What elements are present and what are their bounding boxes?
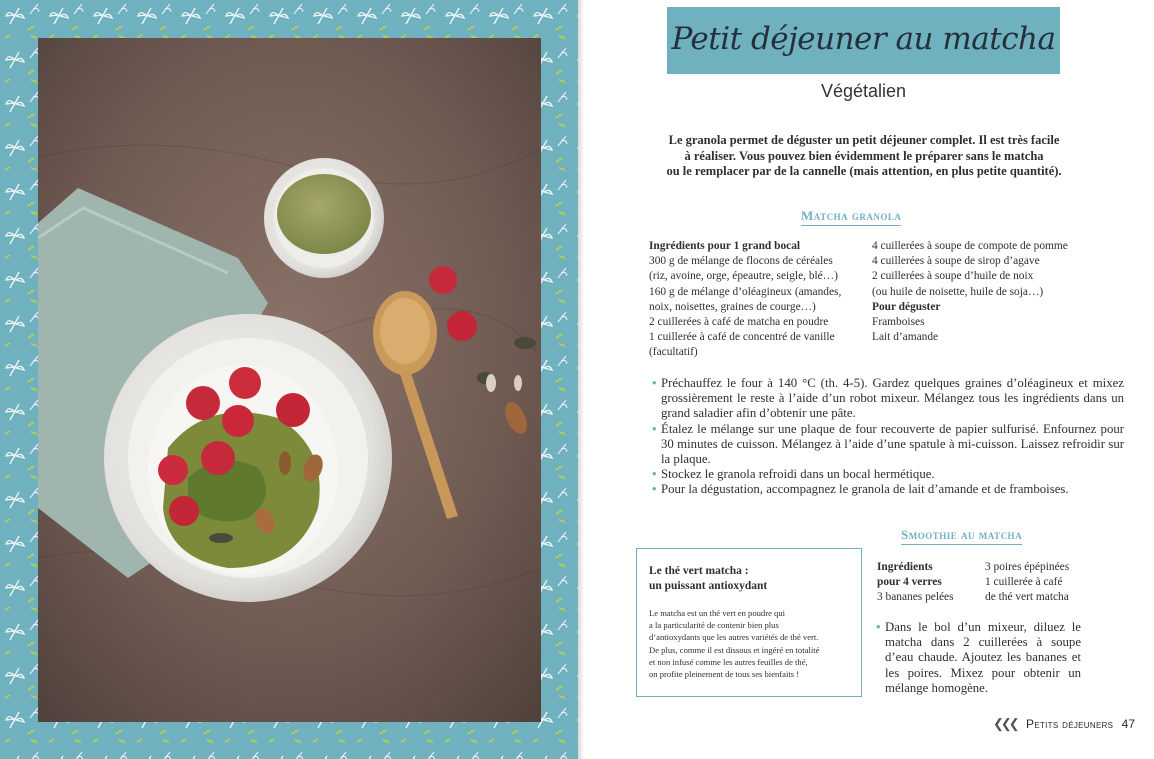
smoothie-heading <box>901 527 1022 543</box>
tip-line: et non infusé comme les autres feuilles de thé, <box>649 656 808 667</box>
ingredient-line: Lait d’amande <box>872 331 939 344</box>
bullet-icon: • <box>652 467 657 482</box>
intro-paragraph <box>644 133 1084 180</box>
granola-heading <box>801 208 901 224</box>
recipe-photo <box>38 38 541 722</box>
ingredient-line: 4 cuillerées à soupe de compote de pomme <box>872 240 1068 252</box>
smoothie-ingredients-left <box>877 560 987 606</box>
ingredient-line: Framboises <box>872 316 925 329</box>
ingredients-title: Ingrédients pour 1 grand bocal <box>649 240 801 252</box>
granola-ingredients-right <box>872 239 1102 345</box>
smoothie-heading-text: Smoothie au matcha <box>901 527 1023 542</box>
tip-text <box>649 607 855 680</box>
step-text: Préchauffez le four à 140 °C (th. 4-5). Gardez quelques graines d’oléagineux et mixez grossièrement le reste à l’aide d’un robot mixeur. Mélangez tous les ingrédients dans un grand saladier afin d’obtenir une pâte. <box>661 376 1124 421</box>
intro-line: à réaliser. Vous pouvez bien évidemment le préparer sans le matcha <box>684 148 1044 163</box>
footer-section: Petits déjeuners <box>1026 717 1114 731</box>
tip-line: d’antioxydants que les autres variétés de thé vert. <box>649 632 819 643</box>
bullet-icon: • <box>876 620 881 634</box>
step-text: Pour la dégustation, accompagnez le granola de lait d’amande et de framboises. <box>661 482 1069 497</box>
intro-line: ou le remplacer par de la cannelle (mais attention, en plus petite quantité). <box>666 164 1062 178</box>
ingredient-line: 3 poires épépinées <box>985 561 1070 573</box>
tip-title <box>649 564 767 594</box>
ingredient-line: 300 g de mélange de flocons de céréales <box>649 255 833 268</box>
ingredient-line: (ou huile de noisette, huile de soja…) <box>872 285 1044 298</box>
step-item <box>652 376 1124 422</box>
bullet-icon: • <box>652 482 657 497</box>
ingredient-line: 4 cuillerées à soupe de sirop d’agave <box>872 255 1040 268</box>
ingredient-line: 160 g de mélange d’oléagineux (amandes, <box>649 285 842 298</box>
heading-underline <box>801 225 901 226</box>
bullet-icon: • <box>652 421 657 436</box>
page-number: 47 <box>1121 717 1135 731</box>
step-item <box>652 467 1124 482</box>
recipe-title: Petit déjeuner au matcha <box>671 21 1056 57</box>
granola-ingredients-left <box>649 239 874 361</box>
smoothie-steps <box>876 620 1081 696</box>
ingredient-line: 2 cuillerées à café de matcha en poudre <box>649 316 829 329</box>
ingredient-line: 1 cuillerée à café <box>985 576 1063 589</box>
ingredients-title: pour 4 verres <box>877 576 942 589</box>
step-item <box>652 422 1124 468</box>
title-banner <box>667 7 1060 74</box>
bullet-icon: • <box>652 376 657 390</box>
right-page <box>584 0 1154 759</box>
intro-line: Le granola permet de déguster un petit déjeuner complet. Il est très facile <box>668 133 1060 147</box>
ingredient-line: de thé vert matcha <box>985 591 1069 604</box>
ingredient-line: (facultatif) <box>649 346 698 359</box>
ingredients-title: Ingrédients <box>877 561 933 573</box>
granola-bowl <box>104 314 392 602</box>
tip-line: a la particularité de contenir bien plus <box>649 620 779 631</box>
ingredient-line: 1 cuillerée à café de concentré de vanille <box>649 331 835 344</box>
heading-underline <box>901 544 1022 545</box>
tip-line: Le matcha est un thé vert en poudre qui <box>649 608 786 618</box>
recipe-subtitle: Végétalien <box>820 81 907 101</box>
granola-steps <box>652 376 1124 498</box>
tip-box <box>636 548 862 697</box>
step-text: Dans le bol d’un mixeur, diluez le matcha dans 2 cuillerées à soupe d’eau chaude. Ajoutez les bananes et les poires. Mixez pour obtenir un mélange homogène. <box>885 620 1081 695</box>
step-item <box>876 620 1081 696</box>
ingredient-line: (riz, avoine, orge, épeautre, seigle, blé…) <box>649 270 838 283</box>
tip-title-line: un puissant antioxydant <box>649 580 768 592</box>
step-text: Étalez le mélange sur une plaque de four recouverte de papier sulfurisé. Enfournez pour 30 minutes de cuisson. Mélangez à l’aide d’une spatule à mi-cuisson. Laissez refroidir sur la plaque. <box>661 421 1124 467</box>
triple-chevron-left-icon: ❮❮❮ <box>993 716 1017 731</box>
granola-heading-text: Matcha granola <box>801 208 902 223</box>
ingredient-line: 3 bananes pelées <box>877 591 954 604</box>
ingredient-line: 2 cuillerées à soupe d’huile de noix <box>872 270 1034 283</box>
step-item <box>652 482 1124 497</box>
smoothie-ingredients-right <box>985 560 1095 606</box>
tip-line: De plus, comme il est dissous et ingéré en totalité <box>649 644 820 655</box>
tip-title-line: Le thé vert matcha : <box>649 565 749 577</box>
step-text: Stockez le granola refroidi dans un bocal hermétique. <box>661 467 935 482</box>
page-footer <box>993 716 1135 732</box>
serving-title: Pour déguster <box>872 300 941 313</box>
tip-line: on profite pleinement de tous ses bienfaits ! <box>649 669 800 680</box>
matcha-bowl <box>264 158 384 278</box>
ingredient-line: noix, noisettes, graines de courge…) <box>649 300 816 313</box>
